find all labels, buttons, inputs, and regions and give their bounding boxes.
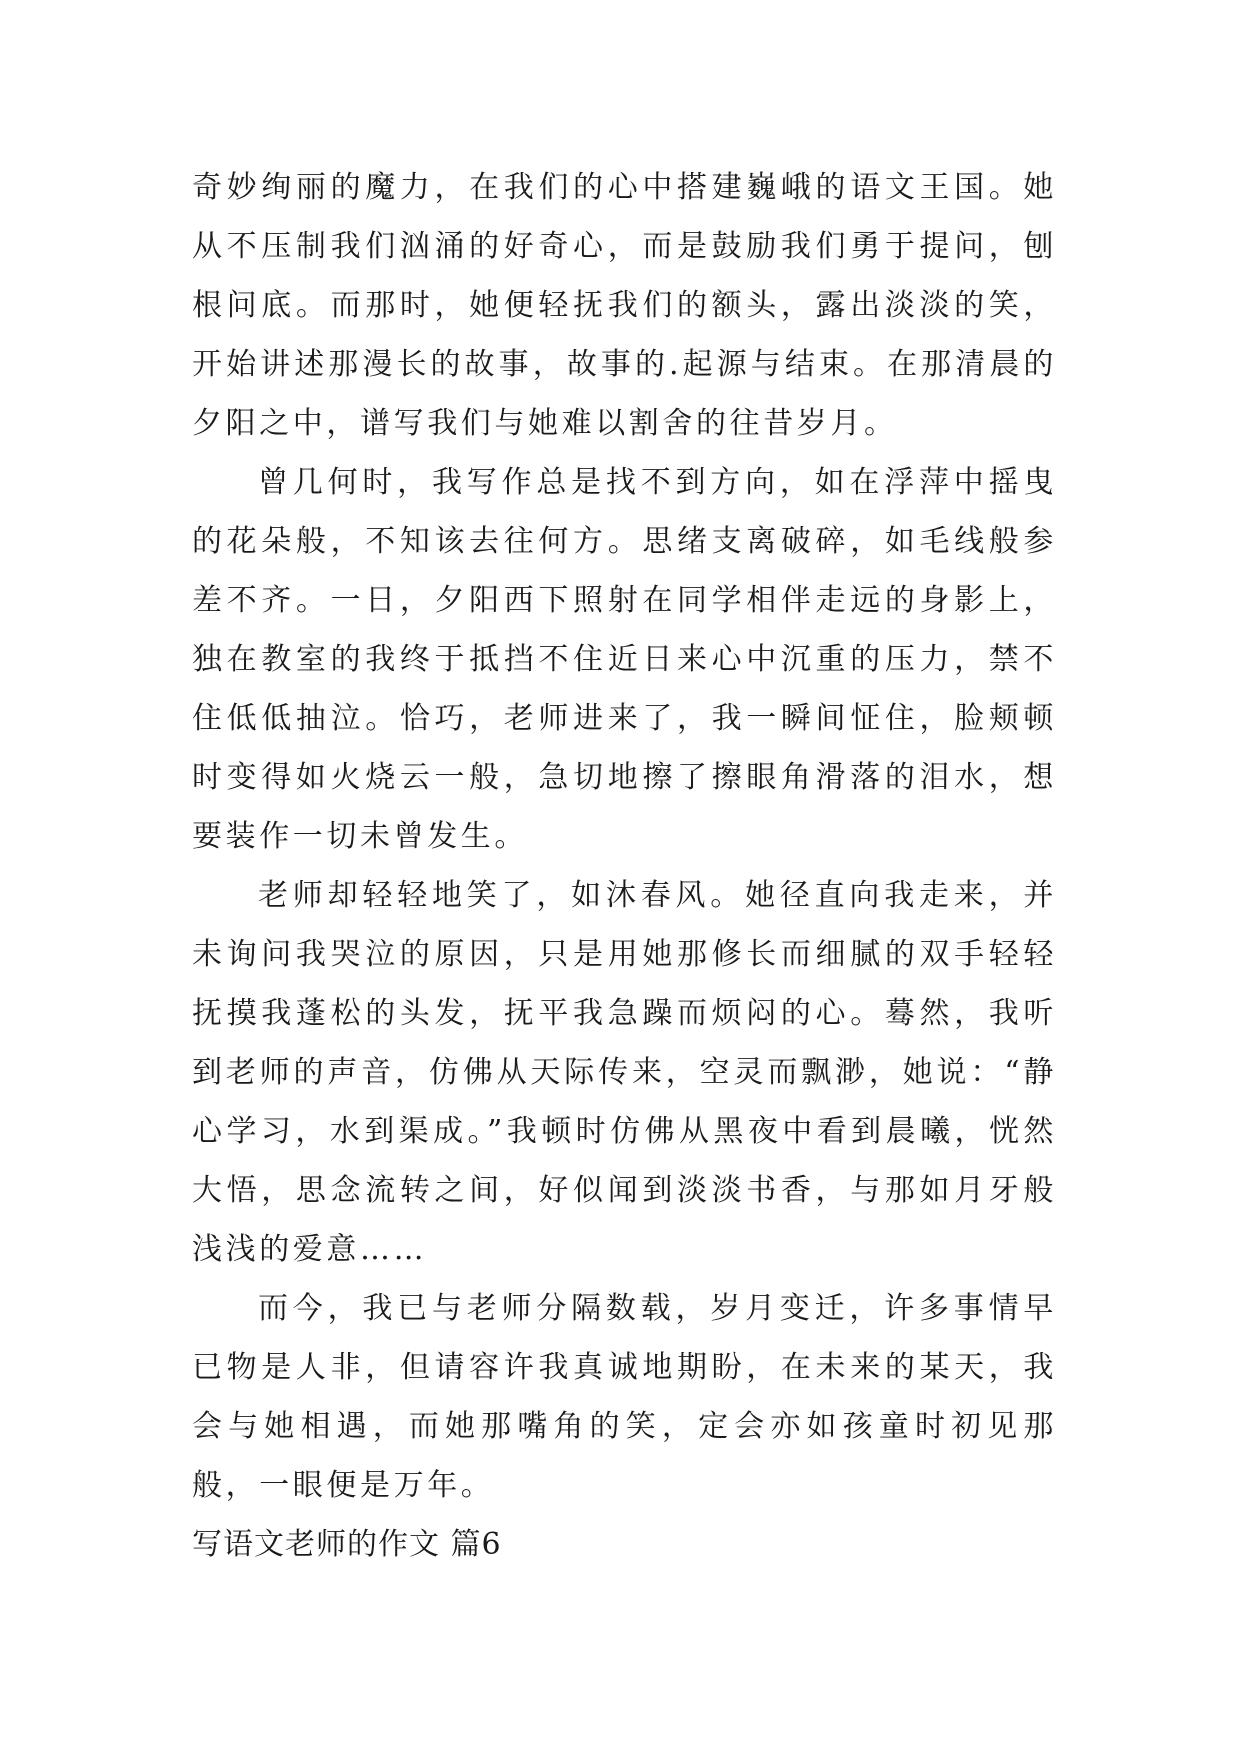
paragraph-3: 老师却轻轻地笑了，如沐春风。她径直向我走来，并未询问我哭泣的原因，只是用她那修长而细腻的双手轻轻抚摸我蓬松的头发，抚平我急躁而烦闷的心。蓦然，我听到老师的声音，仿佛从天际传来，空灵而飘渺，她说：“静心学习，水到渠成。”我顿时仿佛从黑夜中看到晨曦，恍然大悟，思念流转之间，好似闻到淡淡书香，与那如月牙般浅浅的爱意…… [192, 878, 1057, 1267]
paragraph-1: 奇妙绚丽的魔力，在我们的心中搭建巍峨的语文王国。她从不压制我们汹涌的好奇心，而是鼓励我们勇于提问，刨根问底。而那时，她便轻抚我们的额头，露出淡淡的笑，开始讲述那漫长的故事，故事的.起源与结束。在那清晨的夕阳之中，谱写我们与她难以割舍的往昔岁月。 [192, 170, 1057, 441]
section-heading: 写语文老师的作文 篇6 [192, 1527, 502, 1562]
paragraph-4: 而今，我已与老师分隔数载，岁月变迁，许多事情早已物是人非，但请容许我真诚地期盼，在未来的某天，我会与她相遇，而她那嘴角的笑，定会亦如孩童时初见那般，一眼便是万年。 [192, 1291, 1057, 1503]
document-page [192, 158, 1057, 1574]
paragraph-2: 曾几何时，我写作总是找不到方向，如在浮萍中摇曳的花朵般，不知该去往何方。思绪支离破碎，如毛线般参差不齐。一日，夕阳西下照射在同学相伴走远的身影上，独在教室的我终于抵挡不住近日来心中沉重的压力，禁不住低低抽泣。恰巧，老师进来了，我一瞬间怔住，脸颊顿时变得如火烧云一般，急切地擦了擦眼角滑落的泪水，想要装作一切未曾发生。 [192, 465, 1057, 854]
